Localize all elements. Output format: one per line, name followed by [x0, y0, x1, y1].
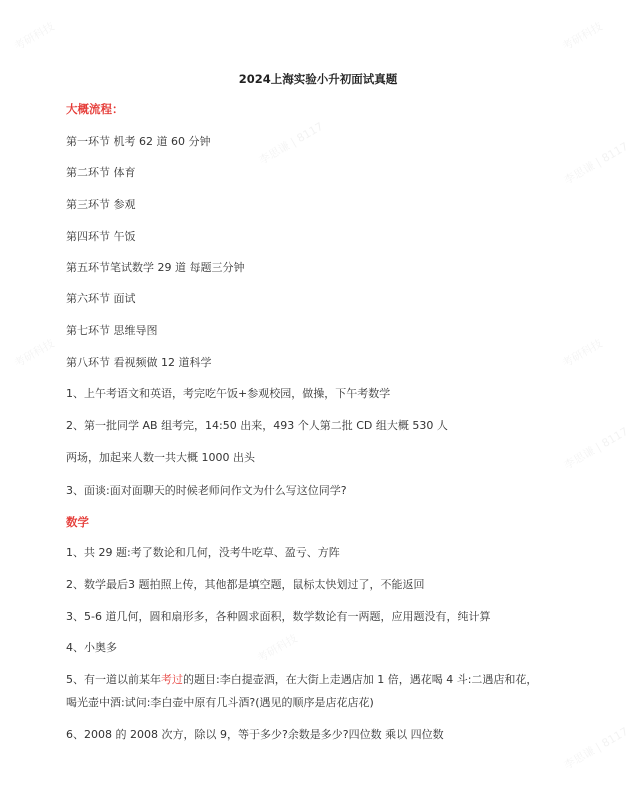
- math-item: 2、数学最后3 题拍照上传，其他都是填空题，鼠标太快划过了，不能返回: [66, 578, 425, 591]
- watermark: 李思谦 | 8117: [561, 424, 631, 472]
- process-note: 2、第一批同学 AB 组考完，14:50 出来，493 个人第二批 CD 组大概 530 人: [66, 419, 448, 432]
- watermark: 考研科技: [559, 336, 605, 371]
- math-item-text: 5、有一道以前某年: [66, 673, 161, 686]
- process-step: 第一环节 机考 62 道 60 分钟: [66, 135, 211, 148]
- math-item: 4、小奥多: [66, 641, 117, 654]
- watermark: 李思谦 | 8117: [561, 724, 631, 772]
- watermark: 考研科技: [254, 631, 300, 666]
- process-step: 第三环节 参观: [66, 198, 136, 211]
- watermark: 考研科技: [11, 19, 57, 54]
- process-note: 3、面谈:面对面聊天的时候老师问作文为什么写这位同学?: [66, 484, 347, 497]
- watermark: 考研科技: [559, 19, 605, 54]
- math-item-text: 的题目:李白提壶酒，在大街上走遇店加 1 倍，遇花喝 4 斗:二遇店和花，: [183, 673, 538, 686]
- process-note: 两场，加起来人数一共大概 1000 出头: [66, 451, 255, 464]
- process-step: 第五环节笔试数学 29 道 每题三分钟: [66, 261, 245, 274]
- math-item: 6、2008 的 2008 次方，除以 9，等于多少?余数是多少?四位数 乘以 四位数: [66, 728, 444, 741]
- watermark: 李思谦 | 8117: [561, 139, 631, 187]
- math-item: [66, 672, 611, 688]
- math-item: 3、5-6 道几何，圆和扇形多，各种圆求面积，数学数论有一两题，应用题没有，纯计算: [66, 610, 491, 623]
- math-item: 1、共 29 题:考了数论和几何，没考牛吃草、盈亏、方阵: [66, 546, 340, 559]
- process-step: 第七环节 思维导图: [66, 324, 158, 337]
- math-item-continuation: 喝光壶中酒:试问:李白壶中原有几斗酒?(遇见的顺序是店花店花): [66, 696, 374, 709]
- process-step: 第八环节 看视频做 12 道科学: [66, 356, 212, 369]
- page-title: 2024上海实验小升初面试真题: [238, 72, 398, 86]
- highlighted-text: 考过: [161, 673, 183, 686]
- process-step: 第二环节 体育: [66, 166, 136, 179]
- section-heading-process: 大概流程：: [66, 102, 124, 116]
- process-step: 第六环节 面试: [66, 292, 136, 305]
- process-note: 1、上午考语文和英语，考完吃午饭+参观校园，做操，下午考数学: [66, 387, 391, 400]
- process-step: 第四环节 午饭: [66, 230, 136, 243]
- watermark: 李思谦 | 8117: [256, 119, 326, 167]
- watermark: 考研科技: [11, 336, 57, 371]
- section-heading-math: 数学: [66, 515, 89, 529]
